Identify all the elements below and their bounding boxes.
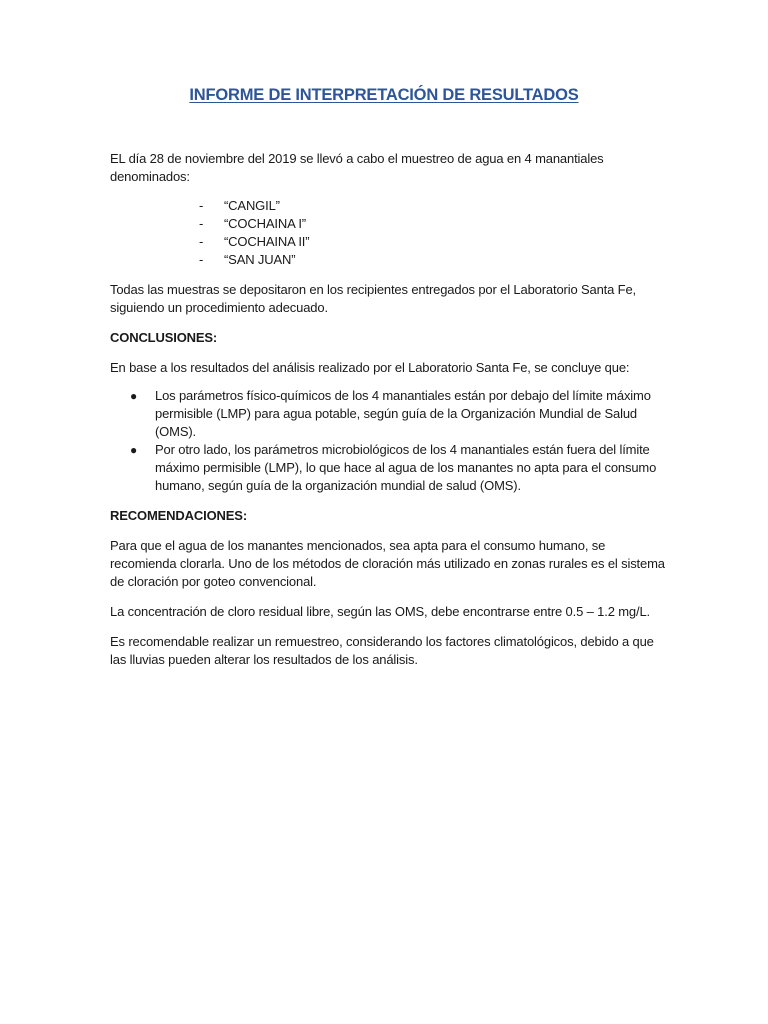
conclusion-text: Por otro lado, los parámetros microbiológicos de los 4 manantiales están fuera del límite máximo permisible (LMP), lo que hace al agua de los manantes no apta para el consumo humano, según guía de la organización mundial de salud (OMS). <box>155 442 657 493</box>
spring-name: “SAN JUAN” <box>224 252 296 267</box>
document-title: INFORME DE INTERPRETACIÓN DE RESULTADOS <box>189 86 579 104</box>
spring-name: “COCHAINA I” <box>224 216 306 231</box>
list-marker: - <box>199 234 204 249</box>
bullet-icon: ● <box>130 443 138 457</box>
list-item <box>110 197 665 215</box>
samples-paragraph: Todas las muestras se depositaron en los recipientes entregados por el Laboratorio Santa Fe, siguiendo un procedimiento adecuado. <box>110 282 637 315</box>
intro-paragraph: EL día 28 de noviembre del 2019 se llevó a cabo el muestreo de agua en 4 manantiales denominados: <box>110 151 604 184</box>
conclusions-heading: CONCLUSIONES: <box>110 330 218 345</box>
recommendation-paragraph: Es recomendable realizar un remuestreo, considerando los factores climatológicos, debido a que las lluvias pueden alterar los resultados de los análisis. <box>110 634 654 667</box>
list-marker: - <box>199 252 204 267</box>
list-item <box>110 233 665 251</box>
list-item <box>110 387 665 441</box>
list-marker: - <box>199 198 204 213</box>
list-marker: - <box>199 216 204 231</box>
recommendation-paragraph: La concentración de cloro residual libre, según las OMS, debe encontrarse entre 0.5 – 1.2 mg/L. <box>110 604 651 619</box>
conclusion-text: Los parámetros físico-químicos de los 4 manantiales están por debajo del límite máximo permisible (LMP) para agua potable, según guía de la Organización Mundial de Salud (OMS). <box>155 388 651 439</box>
bullet-icon: ● <box>130 389 138 403</box>
list-item <box>110 215 665 233</box>
conclusions-list <box>110 387 665 495</box>
conclusions-lead: En base a los resultados del análisis realizado por el Laboratorio Santa Fe, se concluye que: <box>110 360 630 375</box>
recommendations-heading: RECOMENDACIONES: <box>110 508 247 523</box>
list-item <box>110 251 665 269</box>
recommendation-paragraph: Para que el agua de los manantes mencionados, sea apta para el consumo humano, se recomienda clorarla. Uno de los métodos de cloración más utilizado en zonas rurales es el sistema de cloración por goteo convencional. <box>110 538 665 589</box>
springs-list <box>110 197 665 269</box>
spring-name: “CANGIL” <box>224 198 280 213</box>
list-item <box>110 441 665 495</box>
document-body <box>110 150 665 669</box>
spring-name: “COCHAINA II” <box>224 234 310 249</box>
